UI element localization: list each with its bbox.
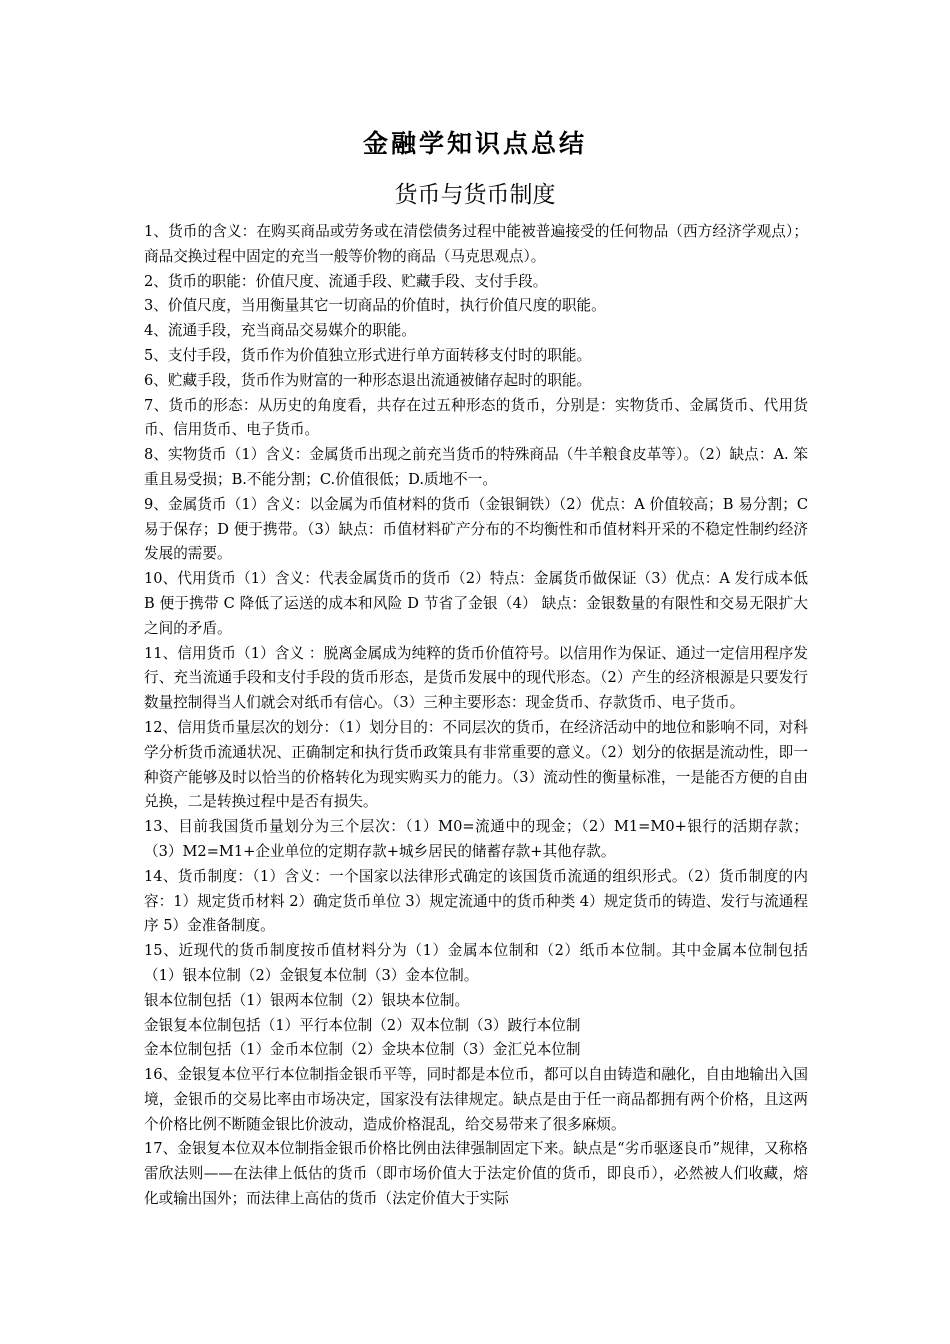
paragraph: 6、贮藏手段，货币作为财富的一种形态退出流通被储存起时的职能。: [144, 371, 592, 389]
paragraph: 2、货币的职能：价值尺度、流通手段、贮藏手段、支付手段。: [144, 272, 548, 290]
paragraph: 8、实物货币（1）含义：金属货币出现之前充当货币的特殊商品（牛羊粮食皮革等）。（2）缺点：A. 笨重且易受损；B.不能分割；C.价值很低；D.质地不一。: [144, 446, 808, 488]
paragraph: 10、代用货币（1）含义：代表金属货币的货币（2）特点：金属货币做保证（3）优点：A 发行成本低 B 便于携带 C 降低了运送的成本和风险 D 节省了金银（4） 缺点：金银数量的有限性和交易无限扩大之间的矛盾。: [144, 570, 808, 637]
paragraph: 1、货币的含义：在购买商品或劳务或在清偿债务过程中能被普遍接受的任何物品（西方经济学观点）；商品交换过程中固定的充当一般等价物的商品（马克思观点）。: [144, 223, 808, 265]
document-body: [144, 220, 808, 1212]
paragraph: 16、金银复本位平行本位制指金银币平等，同时都是本位币，都可以自由铸造和融化，自由地输出入国境，金银币的交易比率由市场决定，国家没有法律规定。缺点是由于任一商品都拥有两个价格，且这两个价格比例不断随金银比价波动，造成价格混乱，给交易带来了很多麻烦。: [144, 1066, 808, 1133]
paragraph: 12、信用货币量层次的划分：（1）划分目的：不同层次的货币，在经济活动中的地位和影响不同，对科学分析货币流通状况、正确制定和执行货币政策具有非常重要的意义。（2）划分的依据是流动性，即一种资产能够及时以恰当的价格转化为现实购买力的能力。（3）流动性的衡量标准，一是能否方便的自由兑换，二是转换过程中是否有损失。: [144, 718, 808, 811]
paragraph: 5、支付手段，货币作为价值独立形式进行单方面转移支付时的职能。: [144, 346, 592, 364]
paragraph: 4、流通手段，充当商品交易媒介的职能。: [144, 322, 416, 340]
paragraph: 11、信用货币（1）含义 ：脱离金属成为纯粹的货币价值符号。以信用作为保证、通过一定信用程序发行、充当流通手段和支付手段的货币形态，是货币发展中的现代形态。（2）产生的经济根源是只要发行数量控制得当人们就会对纸币有信心。（3）三种主要形态：现金货币、存款货币、电子货币。: [144, 644, 808, 712]
paragraph: 15、近现代的货币制度按币值材料分为（1）金属本位制和（2）纸币本位制。其中金属本位制包括（1）银本位制（2）金银复本位制（3）金本位制。: [144, 942, 808, 984]
paragraph: 金本位制包括（1）金币本位制（2）金块本位制（3）金汇兑本位制: [144, 1041, 581, 1059]
paragraph: 7、货币的形态：从历史的角度看，共存在过五种形态的货币，分别是：实物货币、金属货币、代用货币、信用货币、电子货币。: [144, 396, 808, 439]
paragraph: 金银复本位制包括（1）平行本位制（2）双本位制（3）跛行本位制: [144, 1016, 581, 1034]
document-title: 金融学知识点总结: [362, 129, 587, 158]
paragraph: 3、价值尺度，当用衡量其它一切商品的价值时，执行价值尺度的职能。: [144, 297, 606, 315]
paragraph: 银本位制包括（1）银两本位制（2）银块本位制。: [144, 991, 470, 1009]
section-title: 货币与货币制度: [394, 182, 556, 208]
paragraph: 9、金属货币（1）含义：以金属为币值材料的货币（金银铜铁）（2）优点：A 价值较高；B 易分割；C 易于保存；D 便于携带。（3）缺点：币值材料矿产分布的不均衡性和币值材料开采的不稳定性制约经济发展的需要。: [144, 495, 808, 563]
paragraph: 13、目前我国货币量划分为三个层次：（1）M0=流通中的现金；（2）M1=M0+银行的活期存款；（3）M2=M1+企业单位的定期存款+城乡居民的储蓄存款+其他存款。: [144, 818, 808, 860]
paragraph: 14、货币制度：（1）含义：一个国家以法律形式确定的该国货币流通的组织形式。（2）货币制度的内容：1）规定货币材料 2）确定货币单位 3）规定流通中的货币种类 4）规定货币的铸造、发行与流通程序 5）金准备制度。: [144, 867, 808, 935]
paragraph: 17、金银复本位双本位制指金银币价格比例由法律强制固定下来。缺点是“劣币驱逐良币”规律，又称格雷欣法则——在法律上低估的货币（即市场价值大于法定价值的货币，即良币），必然被人们收藏，熔化或输出国外；而法律上高估的货币（法定价值大于实际: [144, 1140, 808, 1208]
